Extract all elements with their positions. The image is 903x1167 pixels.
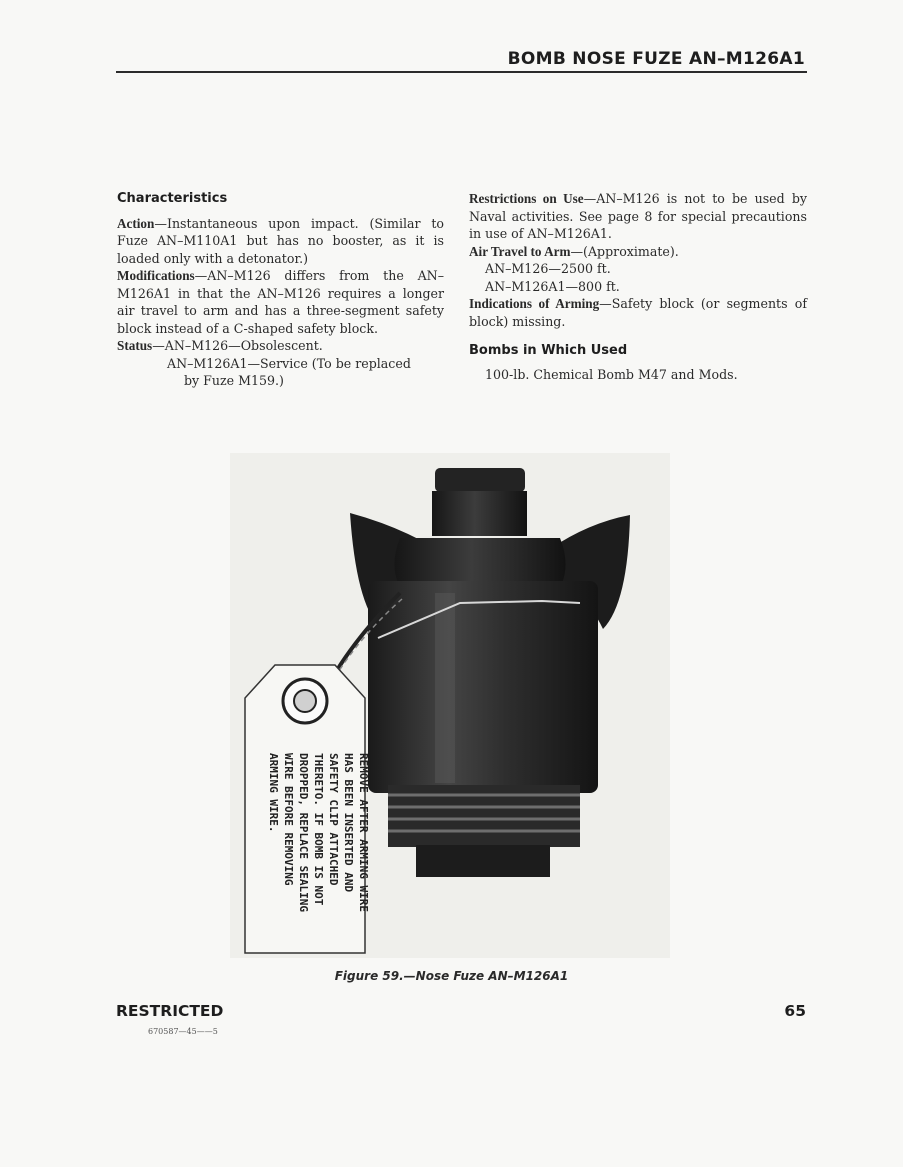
print-code: 670587—45——5 (148, 1027, 218, 1036)
tag-grommet-inner (294, 690, 316, 712)
stem (432, 491, 527, 536)
top-nut (435, 468, 525, 492)
fuze-illustration (230, 453, 670, 958)
modifications-text: —AN–M126 differs from the AN–M126A1 in that the AN–M126 requires a longer air travel to arm and has a three-segment safety block instead of a C-shaped safety block. (117, 268, 444, 336)
indications-term: Indications of Arming (469, 296, 600, 311)
page-header-title: BOMB NOSE FUZE AN–M126A1 (507, 49, 805, 69)
restrictions-text: —AN–M126 is not to be used by Naval activities. See page 8 for special precautions in use of AN–M126A1. (469, 191, 807, 241)
status-line-2: AN–M126A1—Service (To be replaced (167, 355, 411, 371)
status-line-1: —AN–M126—Obsolescent. (152, 338, 323, 353)
indications-text: —Safety block (or segments of block) missing. (469, 296, 807, 329)
classification-marking: RESTRICTED (116, 1002, 224, 1020)
modifications-term: Modifications (117, 268, 195, 283)
status-line-3: by Fuze M159.) (184, 373, 284, 388)
figure-caption: Figure 59.—Nose Fuze AN–M126A1 (334, 969, 569, 983)
right-column (469, 190, 807, 383)
tag-text-line-6: WIRE BEFORE REMOVING (282, 753, 295, 886)
tag-text-line-1: REMOVE AFTER ARMING WIRE (357, 753, 370, 912)
modifications-paragraph (117, 267, 444, 337)
action-paragraph (117, 215, 444, 268)
thread-section (388, 785, 580, 847)
tag-text-line-5: DROPPED, REPLACE SEALING (297, 753, 310, 912)
vane-hub (394, 538, 565, 583)
air-travel-term: Air Travel to Arm (469, 243, 571, 259)
bombs-text: 100-lb. Chemical Bomb M47 and Mods. (485, 366, 738, 382)
tag-text-line-3: SAFETY CLIP ATTACHED (327, 753, 340, 886)
fuze-body (368, 581, 598, 793)
tag-text-line-4: THERETO. IF BOMB IS NOT (312, 753, 325, 906)
tag-text-line-2: HAS BEEN INSERTED AND (342, 753, 355, 893)
air-travel-paragraph (469, 243, 807, 261)
fuze-base (416, 845, 550, 877)
page-number: 65 (784, 1002, 806, 1020)
left-column (117, 190, 444, 390)
action-term: Action (117, 215, 155, 231)
bombs-heading: Bombs in Which Used (469, 343, 628, 358)
body-highlight (435, 593, 455, 783)
fuze-photograph (230, 453, 670, 958)
action-text: —Instantaneous upon impact. (Similar to Fuze AN–M110A1 but has no booster, as it is loaded only with a detonator.) (117, 215, 444, 266)
air-travel-text: —(Approximate). (570, 243, 679, 259)
status-paragraph (117, 337, 444, 355)
indications-paragraph (469, 295, 807, 330)
header-rule (116, 71, 807, 73)
restrictions-paragraph (469, 190, 807, 243)
air-travel-value-m126a1: AN–M126A1—800 ft. (485, 278, 620, 294)
restrictions-term: Restrictions on Use (469, 191, 584, 206)
air-travel-value-m126: AN–M126—2500 ft. (485, 261, 611, 276)
characteristics-heading: Characteristics (117, 191, 228, 206)
status-term: Status (117, 338, 153, 353)
tag-text-line-7: ARMING WIRE. (267, 753, 280, 833)
